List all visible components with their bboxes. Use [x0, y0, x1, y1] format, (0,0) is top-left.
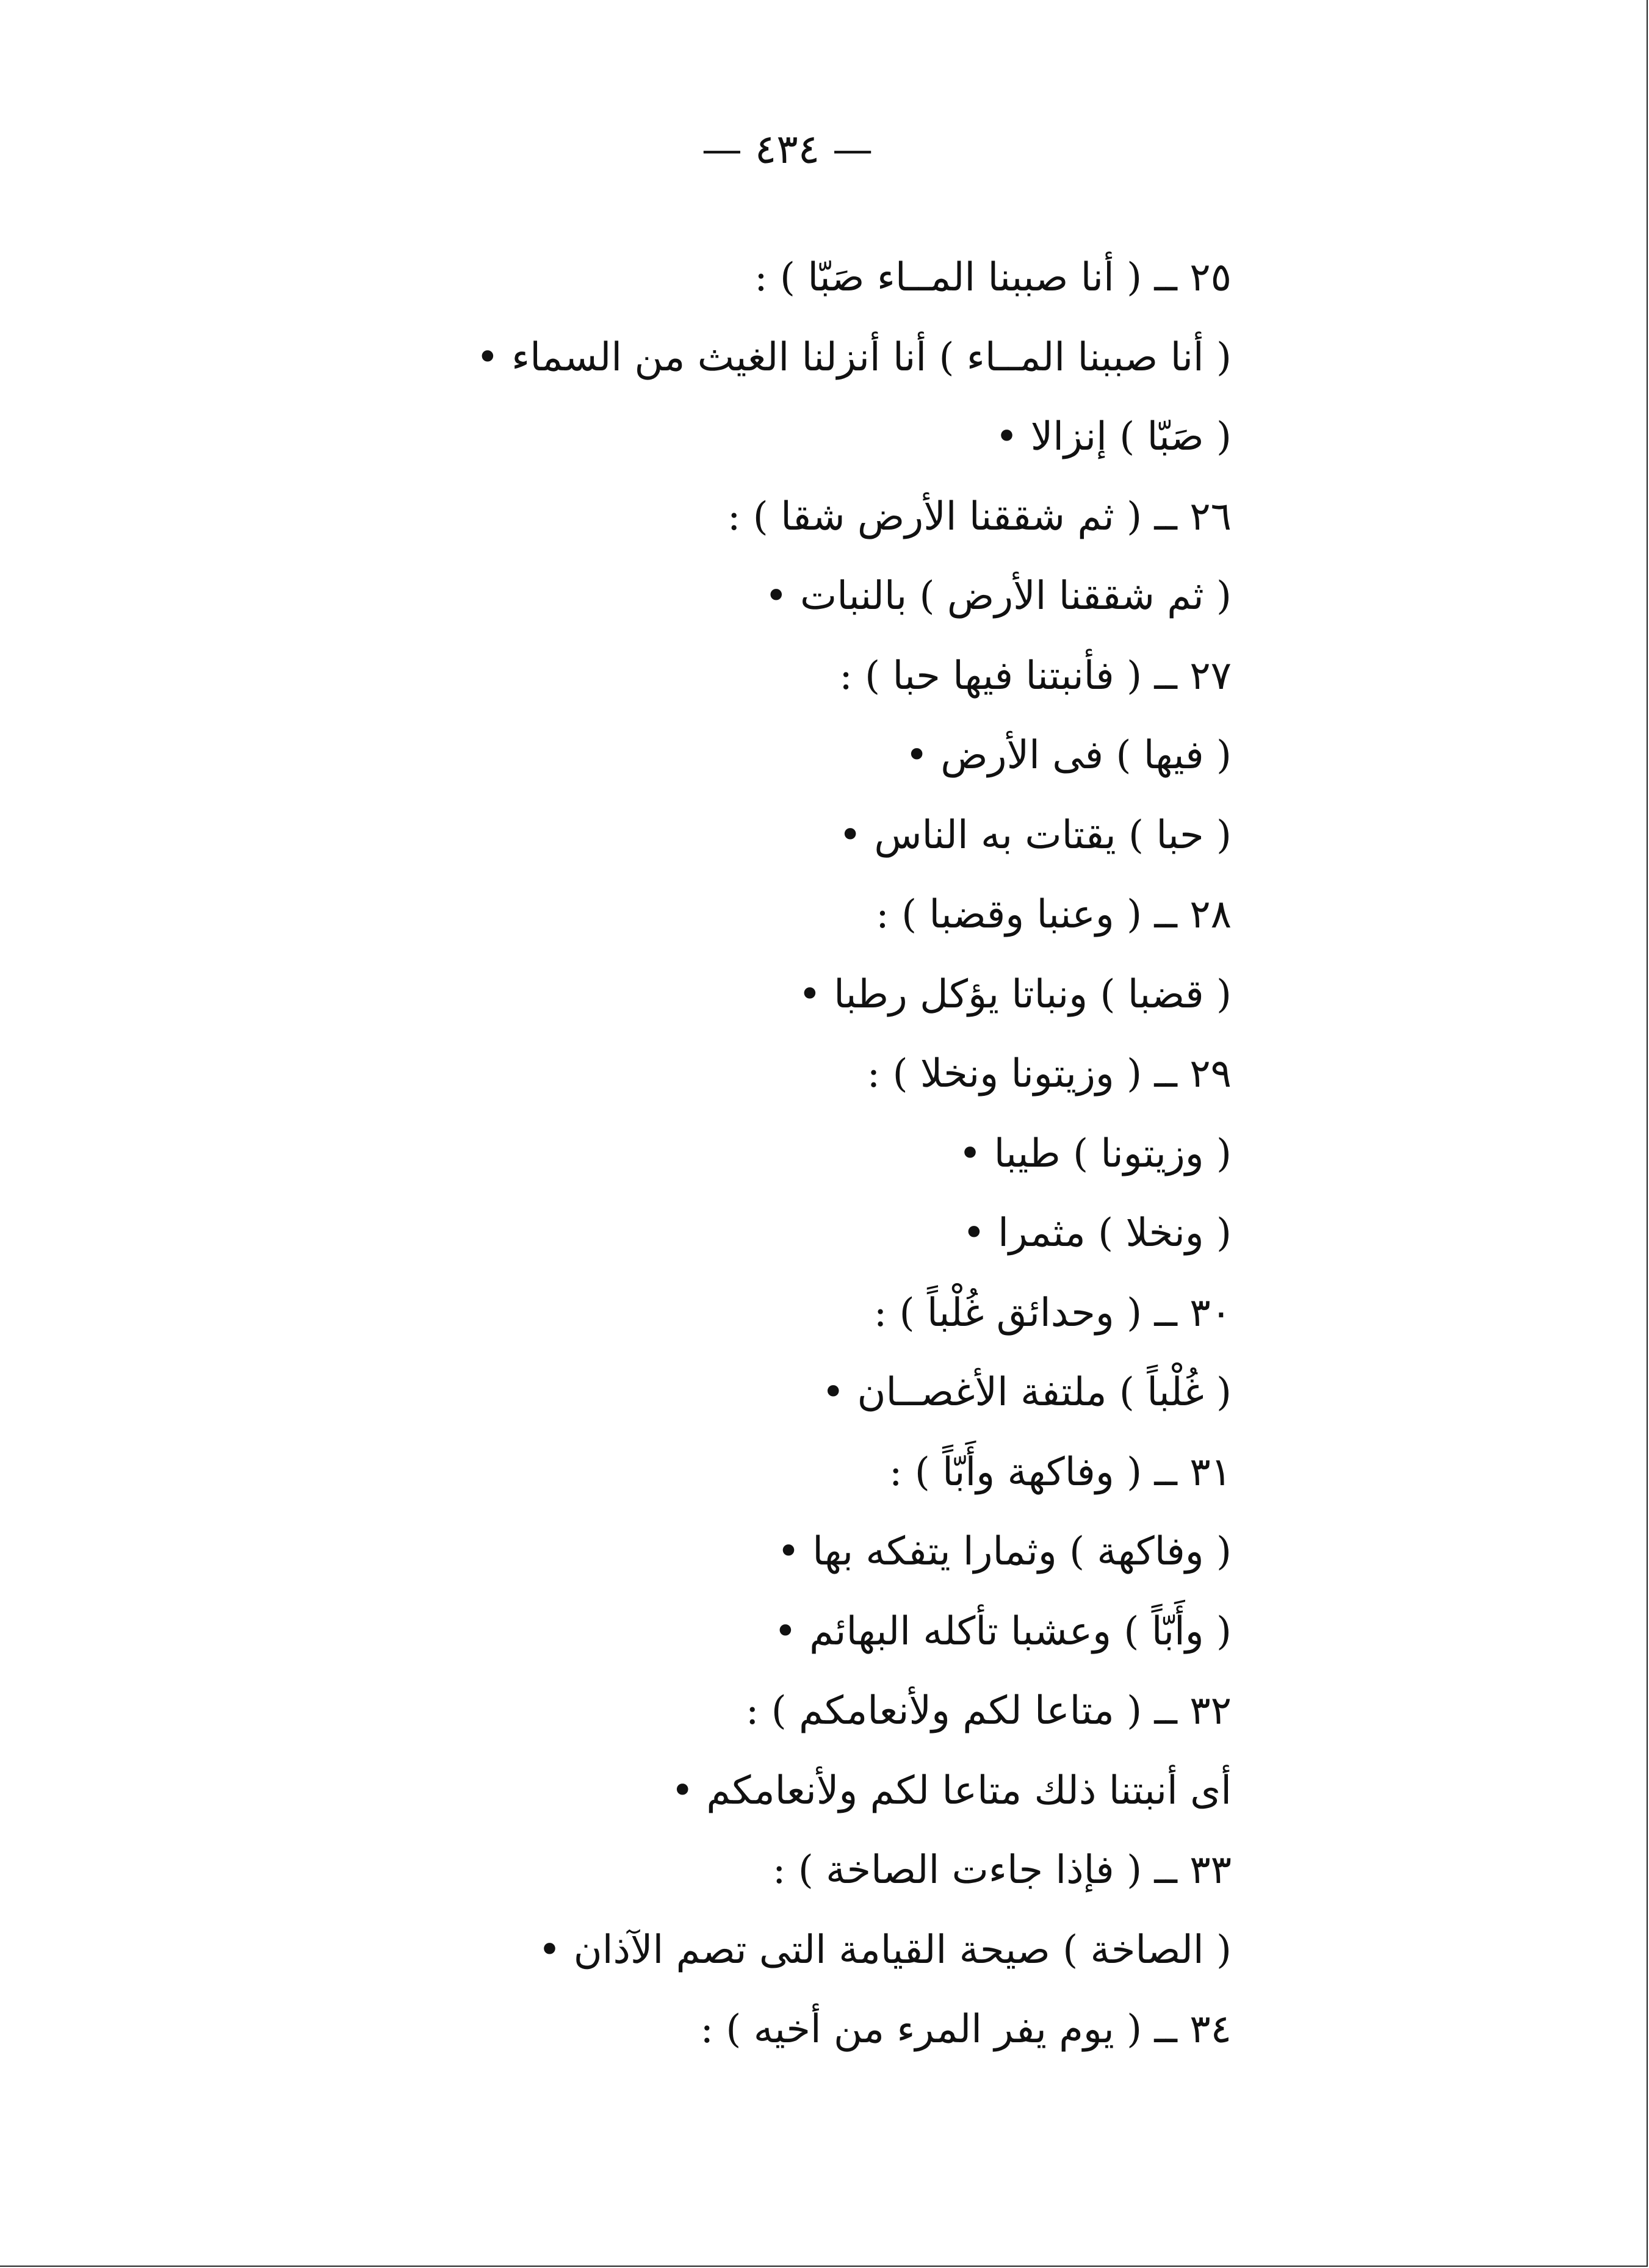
verse-heading: ٣١ ــ ( وفاكهة وأَبّاً ) :: [889, 1449, 1232, 1495]
verse-heading: ٢٧ ــ ( فأنبتنا فيها حبا ) :: [839, 653, 1232, 699]
verse-heading: ٣٢ ــ ( متاعا لكم ولأنعامكم ) :: [745, 1688, 1232, 1733]
text-line: ( غُلْباً ) ملتفة الأغصــان •: [821, 1370, 1232, 1415]
text-line: ( حبا ) يقتات به الناس •: [839, 812, 1232, 858]
text-body: [316, 238, 1232, 2070]
text-line: ( وفاكهة ) وثمارا يتفكه بها •: [777, 1529, 1232, 1574]
verse-heading: ٢٨ ــ ( وعنبا وقضبا ) :: [876, 892, 1232, 937]
text-line: ( ونخلا ) مثمرا •: [962, 1211, 1232, 1256]
verse-heading: ٢٦ ــ ( ثم شققنا الأرض شقا ) :: [727, 494, 1232, 539]
text-line: ( قضبا ) ونباتا يؤكل رطبا •: [798, 971, 1232, 1017]
text-line: ( وأَبّاً ) وعشبا تأكله البهائم •: [773, 1608, 1232, 1654]
text-line: ( ثم شققنا الأرض ) بالنبات •: [764, 574, 1232, 619]
text-line: ( وزيتونا ) طيبا •: [958, 1131, 1232, 1176]
text-line: ( الصاخة ) صيحة القيامة التى تصم الآذان •: [538, 1927, 1232, 1973]
verse-heading: ٢٩ ــ ( وزيتونا ونخلا ) :: [867, 1051, 1232, 1096]
verse-heading: ٣٤ ــ ( يوم يفر المرء من أخيه ) :: [700, 2007, 1232, 2052]
verse-heading: ٢٥ ــ ( أنا صببنا المــاء صَبّا ) :: [754, 255, 1232, 300]
text-line: ( صَبّا ) إنزالا •: [995, 414, 1232, 459]
text-line: ( فيها ) فى الأرض •: [905, 733, 1232, 778]
text-line: أى أنبتنا ذلك متاعا لكم ولأنعامكم •: [671, 1768, 1232, 1813]
verse-heading: ٣٠ ــ ( وحدائق غُلْباً ) :: [873, 1290, 1232, 1336]
text-line: ( أنا صببنا المــاء ) أنا أنزلنا الغيث من السماء •: [476, 334, 1232, 380]
verse-heading: ٣٣ ــ ( فإذا جاءت الصاخة ) :: [772, 1848, 1232, 1893]
page-number: — ٤٣٤ —: [701, 126, 873, 173]
